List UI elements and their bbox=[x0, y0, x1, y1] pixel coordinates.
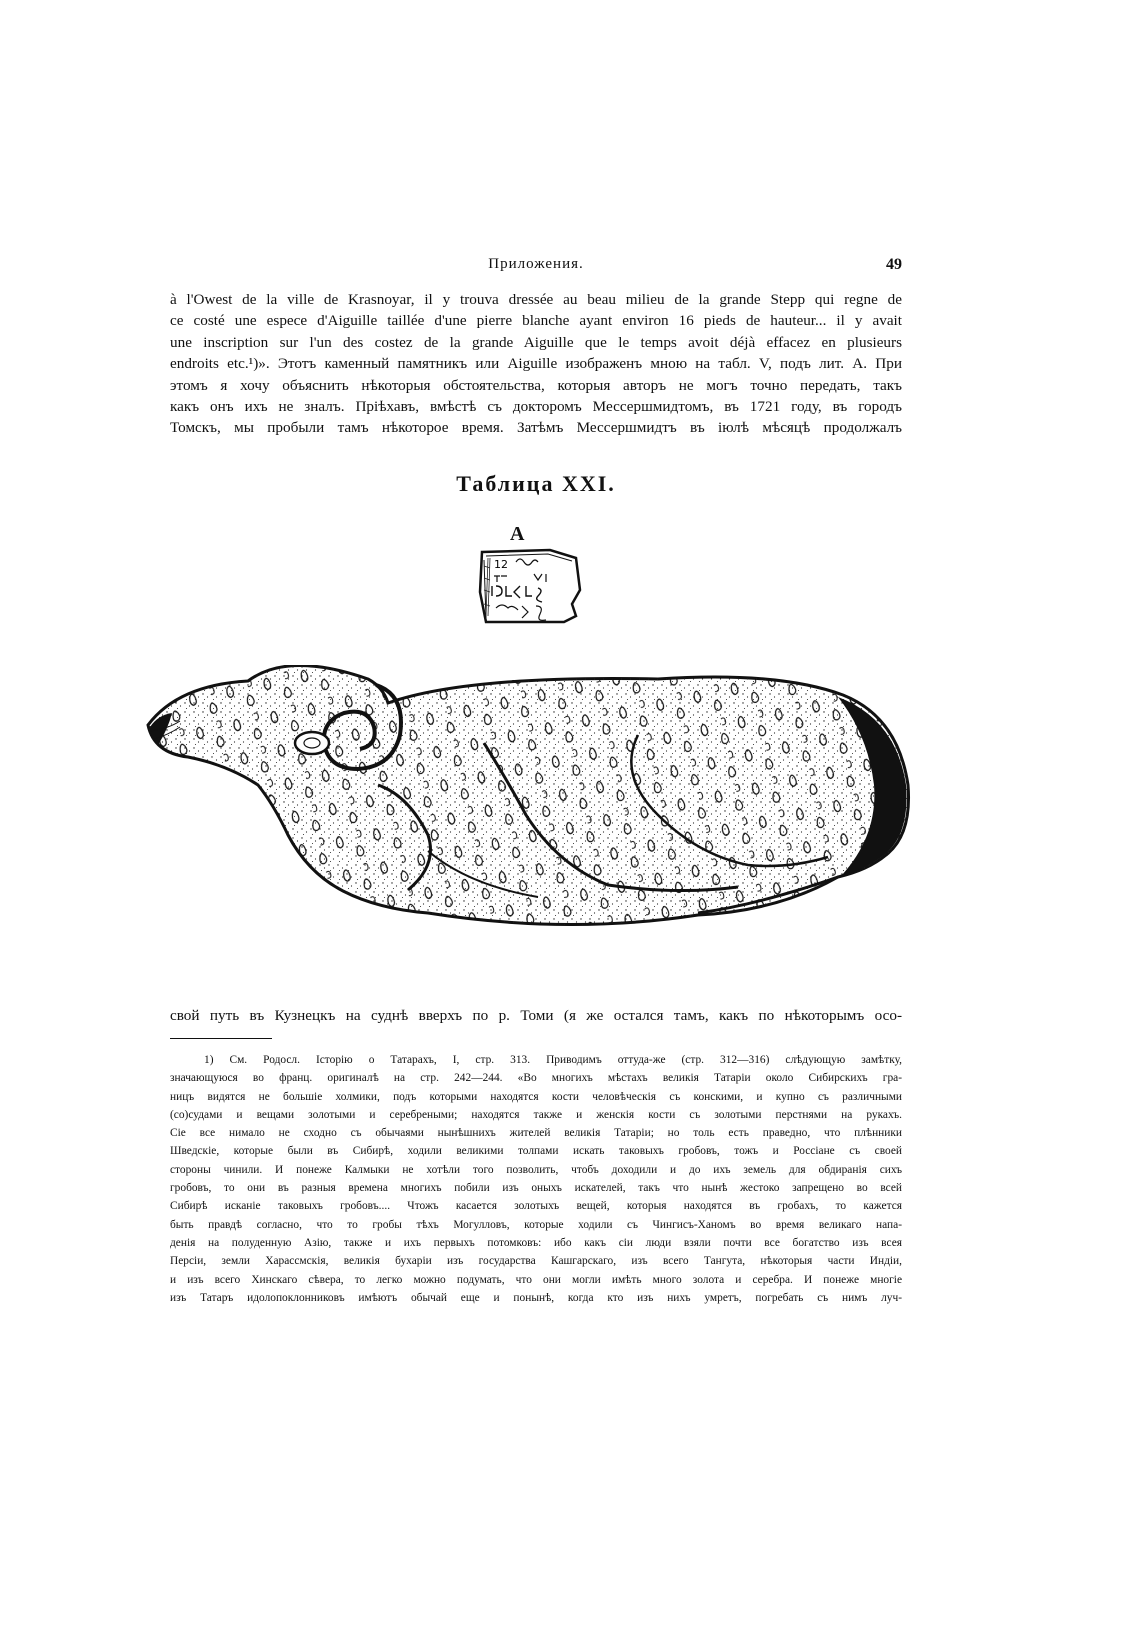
running-head bbox=[170, 256, 902, 280]
footnotes bbox=[170, 1051, 902, 1307]
text-line: свой путь въ Кузнецкъ на суднѣ вверхъ по р. Томи (я же остался тамъ, какъ по нѣкоторымъ осо- bbox=[170, 1007, 902, 1024]
running-title: Приложения. bbox=[488, 256, 584, 272]
footnote-line: Персiи, земли Харассмскiя, великiя бухарiи изъ государства Кашгарскаго, изъ всего Тангута, нѣкоторыя части Индiи, bbox=[170, 1255, 902, 1268]
footnote-line: (со)судами и вещами золотыми и серебреными; находятся также и женскiя кости съ золотыми перстнями на рукахъ. bbox=[170, 1108, 902, 1121]
inscription-mark: 12 bbox=[494, 558, 508, 571]
ram-stone-figure bbox=[138, 665, 926, 975]
footnote-line: Сибирѣ исканiе таковыхъ гробовъ.... Чтожъ касается золотыхъ вещей, которыя находятся въ гробахъ, то кажется bbox=[170, 1200, 902, 1213]
footnote-line: денiя на полуденную Азiю, также и ихъ первыхъ потомковъ: ибо какъ сiи люди взяли почти все богатство изъ всея bbox=[170, 1236, 902, 1249]
text-line: ce costé une espece d'Aiguille taillée d'une pierre blanche ayant environ 16 pieds de hauteur... il y avait bbox=[170, 312, 902, 330]
footnote-divider bbox=[170, 1038, 272, 1039]
footnote-line: изъ Татаръ идолопоклонниковъ имѣютъ обычай еще и понынѣ, когда кто изъ нихъ умретъ, погребать съ нимъ луч- bbox=[170, 1291, 902, 1304]
text-line: какъ онъ ихъ не зналъ. Прiѣхавъ, вмѣстѣ съ докторомъ Мессершмидтомъ, въ 1721 году, въ городъ bbox=[170, 398, 902, 416]
figure-a-label: A bbox=[510, 523, 525, 545]
body-text-top bbox=[170, 289, 902, 439]
footnote-line: Сiе все нимало не сходно съ обычаями нынѣшнихъ жителей великiя Татарiи; но толь есть праведно, что плѣнники bbox=[170, 1127, 902, 1140]
footnote-line: значающуюся во франц. оригиналѣ на стр. 242—244. «Во многихъ мѣстахъ великiя Татарiи около Сибирскихъ гра- bbox=[170, 1072, 902, 1085]
text-line: à l'Owest de la ville de Krasnoyar, il y trouva dressée au beau milieu de la grande Stepp qui regne de bbox=[170, 291, 902, 308]
footnote-line: и изъ всего Хинскаго сѣвера, то легко можно подумать, что они могли имѣть много золота и серебра. И понеже многiе bbox=[170, 1273, 902, 1286]
text-line: этомъ я хочу объяснить нѣкоторыя обстоятельства, которыя авторъ не могъ точно передать, такъ bbox=[170, 376, 902, 394]
text-line: Томскъ, мы пробыли тамъ нѣкоторое время. Затѣмъ Мессершмидтъ въ iюлѣ мѣсяцѣ продолжалъ bbox=[170, 419, 902, 437]
footnote-line: стороны чинили. И понеже Калмыки не хотѣли того позволить, чтобъ доходили и до ихъ земель для обдиранiя сихъ bbox=[170, 1163, 902, 1176]
body-text-bottom bbox=[170, 1005, 902, 1026]
footnote-line: быть правдѣ согласно, что то гробы тѣхъ Могулловъ, которые ходили съ Чингисъ-Ханомъ во время великаго напа- bbox=[170, 1218, 902, 1231]
text-line: une inscription sur l'un des costez de la grande Aiguille que le temps avoit déjà effacez en plusieurs bbox=[170, 333, 902, 351]
footnote-line: ницъ видятся не большiе холмики, подъ которыми находятся кости человѣческiя съ конскими, и купно съ различными bbox=[170, 1090, 902, 1103]
page-number: 49 bbox=[886, 256, 902, 273]
inscribed-stone-figure bbox=[476, 546, 584, 626]
footnote-line: Шведскiе, которые были въ Сибирѣ, ходили великими толпами искать таковыхъ гробовъ, тожъ и Россiане съ своей bbox=[170, 1145, 902, 1158]
text-line: endroits etc.¹)». Этотъ каменный памятникъ или Aiguille изображенъ мною на табл. V, подъ лит. A. При bbox=[170, 355, 902, 373]
plate-title: Таблица XXI. bbox=[456, 471, 616, 496]
footnote-line: гробовъ, то они въ разныя времена многихъ побили изъ оныхъ искателей, такъ что нынѣ жестоко запрещено во всей bbox=[170, 1182, 902, 1195]
footnote-line: 1) См. Родосл. Iсторiю о Татарахъ, I, стр. 313. Приводимъ оттуда-же (стр. 312—316) слѣдующую замѣтку, bbox=[204, 1054, 902, 1066]
